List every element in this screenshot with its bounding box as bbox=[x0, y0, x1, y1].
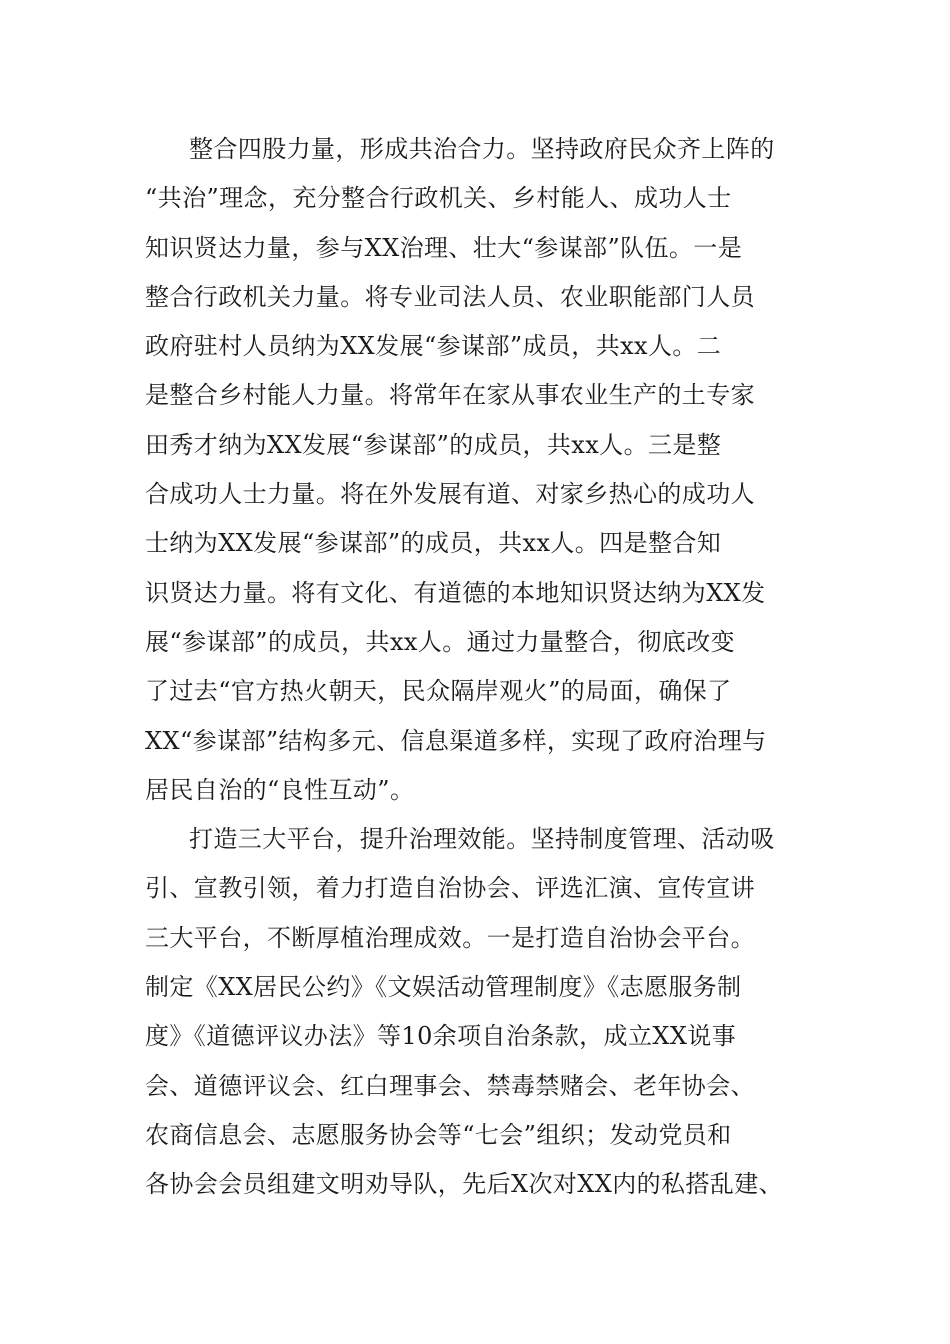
paragraph-2-line-5: 度》《道德评议办法》等10余项自治条款，成立XX说事 bbox=[145, 1022, 737, 1051]
paragraph-1-line-3: 知识贤达力量，参与XX治理、壮大“参谋部”队伍。一是 bbox=[145, 233, 743, 262]
paragraph-2-line-3: 三大平台，不断厚植治理成效。一是打造自治协会平台。 bbox=[145, 923, 755, 952]
paragraph-2-line-1: 打造三大平台，提升治理效能。坚持制度管理、活动吸 bbox=[189, 825, 775, 854]
paragraph-1-line-1: 整合四股力量，形成共治合力。坚持政府民众齐上阵的 bbox=[189, 135, 775, 163]
paragraph-1-line-5: 政府驻村人员纳为XX发展“参谋部”成员，共xx人。二 bbox=[145, 332, 722, 361]
document-body bbox=[145, 125, 815, 1210]
paragraph-1-line-11: 展“参谋部”的成员，共xx人。通过力量整合，彻底改变 bbox=[145, 627, 736, 656]
paragraph-2-line-4: 制定《XX居民公约》《文娱活动管理制度》《志愿服务制 bbox=[145, 973, 742, 1002]
paragraph-2-line-8: 各协会会员组建文明劝导队，先后X次对XX内的私搭乱建、 bbox=[145, 1170, 784, 1199]
paragraph-1-line-9: 士纳为XX发展“参谋部”的成员，共xx人。四是整合知 bbox=[145, 529, 722, 558]
paragraph-1-line-10: 识贤达力量。将有文化、有道德的本地知识贤达纳为XX发 bbox=[145, 578, 766, 607]
paragraph-1-line-4: 整合行政机关力量。将专业司法人员、农业职能部门人员 bbox=[145, 282, 755, 311]
paragraph-1-line-13: XX“参谋部”结构多元、信息渠道多样，实现了政府治理与 bbox=[145, 726, 767, 755]
paragraph-1-line-2: “共治”理念，充分整合行政机关、乡村能人、成功人士 bbox=[145, 184, 732, 213]
paragraph-1-line-7: 田秀才纳为XX发展“参谋部”的成员，共xx人。三是整 bbox=[145, 430, 722, 459]
paragraph-1-line-12: 了过去“官方热火朝天，民众隔岸观火”的局面，确保了 bbox=[145, 677, 732, 706]
paragraph-1-line-8: 合成功人士力量。将在外发展有道、对家乡热心的成功人 bbox=[145, 480, 755, 509]
paragraph-1-line-6: 是整合乡村能人力量。将常年在家从事农业生产的土专家 bbox=[145, 381, 755, 410]
paragraph-1-line-14: 居民自治的“良性互动”。 bbox=[145, 775, 415, 804]
paragraph-2-line-6: 会、道德评议会、红白理事会、禁毒禁赌会、老年协会、 bbox=[145, 1071, 755, 1100]
paragraph-2-line-7: 农商信息会、志愿服务协会等“七会”组织；发动党员和 bbox=[145, 1120, 732, 1149]
paragraph-2-line-2: 引、宣教引领，着力打造自治协会、评选汇演、宣传宣讲 bbox=[145, 874, 755, 903]
